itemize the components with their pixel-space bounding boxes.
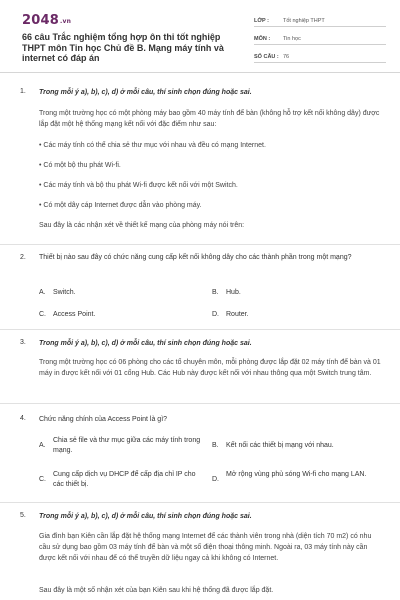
option-text: Kết nối các thiết bị mạng với nhau. xyxy=(226,442,334,449)
bullet-item: • Có một dây cáp Internet được dẫn vào phòng máy. xyxy=(39,202,202,209)
question-number: 5. xyxy=(20,512,26,519)
meta-label: SỐ CÂU : xyxy=(254,54,279,60)
option-c[interactable] xyxy=(39,310,209,320)
question-instruction: Trong mỗi ý a), b), c), d) ở mỗi câu, thí sinh chọn đúng hoặc sai. xyxy=(39,340,252,347)
question-closing: Sau đây là một số nhận xét của bạn Kiên sau khi hệ thống đã được lắp đặt. xyxy=(39,587,274,594)
option-text: Mở rộng vùng phủ sóng Wi-fi cho mạng LAN. xyxy=(226,471,367,478)
question-intro: Gia đình bạn Kiên cần lắp đặt hệ thống mạng Internet để các thành viên trong nhà (diện tích 70 m2) có nhu cầu sử dụng bao gồm 03 máy tính để bàn và một số điện thoại thông minh. Ngoài ra, 03 máy tính này cần được kết nối với nhau để có thể truyền dữ liệu ngay cả khi không có Internet. xyxy=(39,533,372,562)
option-a[interactable] xyxy=(39,288,209,298)
option-b[interactable] xyxy=(212,441,382,453)
meta-row-subject xyxy=(254,30,386,45)
option-letter: A. xyxy=(39,289,46,296)
option-c[interactable] xyxy=(39,470,209,492)
question-divider xyxy=(0,403,400,404)
option-text: Access Point. xyxy=(53,311,96,318)
option-b[interactable] xyxy=(212,288,382,298)
meta-value: Tốt nghiệp THPT xyxy=(283,18,325,24)
document-title: 66 câu Trắc nghiệm tổng hợp ôn thi tốt nghiệp THPT môn Tin học Chủ đề B. Mạng máy tính và internet có đáp án xyxy=(22,32,224,63)
meta-row-count xyxy=(254,48,386,63)
option-letter: B. xyxy=(212,442,219,449)
meta-label: LỚP : xyxy=(254,18,269,24)
option-text: Hub. xyxy=(226,289,241,296)
option-text: Switch. xyxy=(53,289,76,296)
question-number: 3. xyxy=(20,339,26,346)
question-instruction: Trong mỗi ý a), b), c), d) ở mỗi câu, thí sinh chọn đúng hoặc sai. xyxy=(39,89,252,96)
question-divider xyxy=(0,244,400,245)
bullet-item: • Các máy tính có thể chia sẻ thư mục với nhau và đều có mạng Internet. xyxy=(39,142,266,149)
question-divider xyxy=(0,502,400,503)
question-text: Chức năng chính của Access Point là gì? xyxy=(39,416,168,423)
meta-value: Tin học xyxy=(283,36,301,42)
logo-suffix: .vn xyxy=(59,18,72,25)
question-divider xyxy=(0,329,400,330)
question-number: 1. xyxy=(20,88,26,95)
question-instruction: Trong mỗi ý a), b), c), d) ở mỗi câu, thí sinh chọn đúng hoặc sai. xyxy=(39,513,252,520)
document-header xyxy=(0,0,400,73)
option-a[interactable] xyxy=(39,436,209,458)
option-letter: B. xyxy=(212,289,219,296)
option-d[interactable] xyxy=(212,470,382,492)
header-divider xyxy=(0,72,400,73)
option-letter: C. xyxy=(39,311,46,318)
option-letter: A. xyxy=(39,442,46,449)
option-text: Cung cấp dịch vụ DHCP để cấp địa chỉ IP cho các thiết bị. xyxy=(53,471,196,488)
option-letter: D. xyxy=(212,476,219,483)
option-d[interactable] xyxy=(212,310,382,320)
question-intro: Trong một trường học có một phòng máy bao gồm 40 máy tính để bàn (không hỗ trợ kết nối không dây) được lắp đặt một hệ thống mạng kết nối với đặc điểm như sau: xyxy=(39,110,380,128)
option-letter: D. xyxy=(212,311,219,318)
site-logo[interactable] xyxy=(22,13,71,28)
question-intro: Trong một trường học có 06 phòng cho các tổ chuyên môn, mỗi phòng được lắp đặt 02 máy tính để bàn và 01 máy in được kết nối với 01 cổng Hub. Các Hub này được kết nối với nhau thông qua một Switch trung tâm. xyxy=(39,359,381,377)
option-letter: C. xyxy=(39,476,46,483)
logo-text: 2048 xyxy=(22,13,59,28)
question-closing: Sau đây là các nhận xét về thiết kế mạng của phòng máy nói trên: xyxy=(39,222,245,229)
meta-row-class xyxy=(254,12,386,27)
meta-label: MÔN : xyxy=(254,36,271,42)
question-text: Thiết bị nào sau đây có chức năng cung cấp kết nối không dây cho các thành phần trong một mạng? xyxy=(39,254,352,261)
document-meta xyxy=(254,12,386,66)
option-text: Chia sẻ file và thư mục giữa các máy tính trong mạng. xyxy=(53,437,201,454)
bullet-item: • Các máy tính và bộ thu phát Wi-fi được kết nối với một Switch. xyxy=(39,182,238,189)
meta-value: 76 xyxy=(283,54,290,60)
question-number: 2. xyxy=(20,254,26,261)
option-text: Router. xyxy=(226,311,249,318)
question-number: 4. xyxy=(20,415,26,422)
bullet-item: • Có một bộ thu phát Wi-fi. xyxy=(39,162,121,169)
